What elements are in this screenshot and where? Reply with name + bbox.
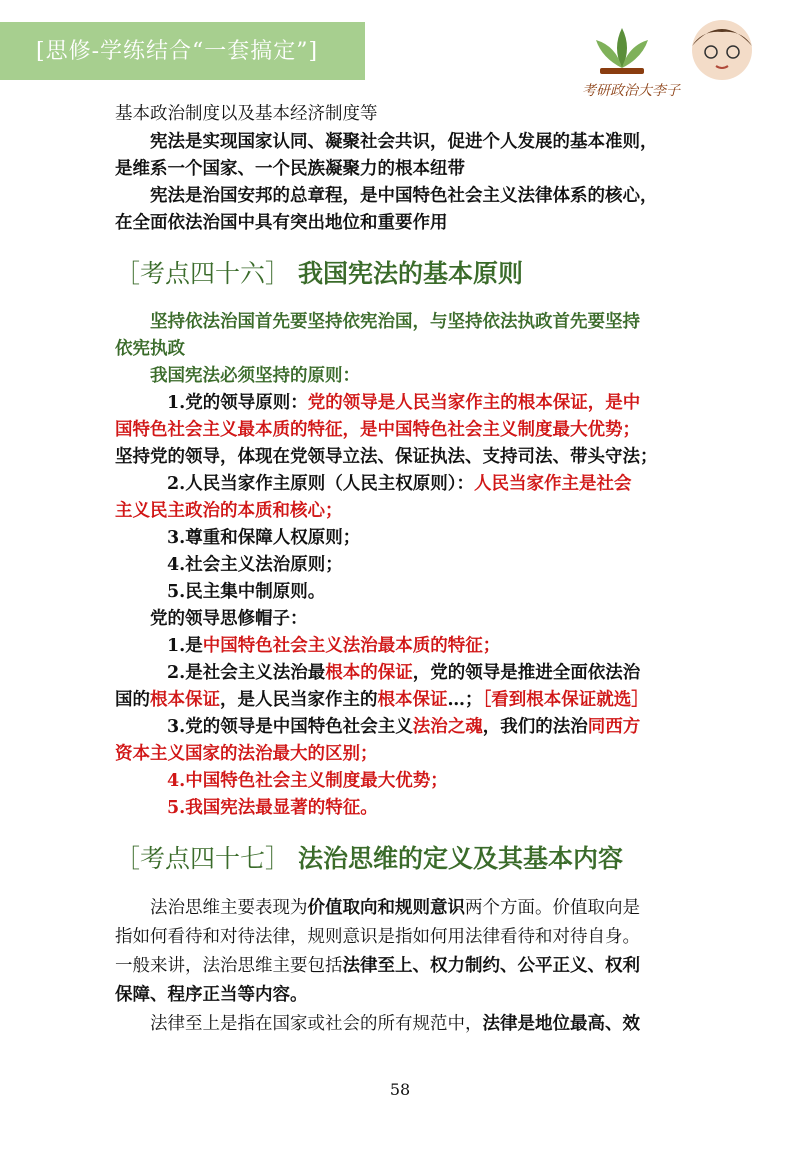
hat-3-prefix: 3.党的领导是中国特色社会主义 <box>167 717 413 737</box>
section-47-title: 法治思维的定义及其基本内容 <box>297 844 623 873</box>
hat-3-cont: 资本主义国家的法治最大的区别； <box>115 744 378 764</box>
section-46-tag: ［考点四十六］ <box>115 259 291 288</box>
para1-c: 两个方面。价值取向是 <box>465 898 640 918</box>
series-title: [思修-学练结合“一套搞定”] <box>36 39 319 64</box>
hat-2-end: …； <box>447 690 483 710</box>
para1-b: 价值取向和规则意识 <box>307 898 465 918</box>
section-46-heading <box>115 257 725 291</box>
principle-1-detail: 坚持党的领导，体现在党领导立法、保证执法、支持司法、带头守法； <box>115 447 658 467</box>
intro-line: 基本政治制度以及基本经济制度等 <box>115 104 378 124</box>
intro-para3-lead: 宪法是治国安邦的总章程，是中国特色社会主义法律体系的核心， <box>150 186 658 206</box>
hat-2-highlight-3: 根本保证 <box>377 690 448 710</box>
principle-4: 4.社会主义法治原则； <box>167 555 343 575</box>
section-47-para1 <box>115 894 725 923</box>
intro-paragraph-2-cont <box>115 156 725 183</box>
section-47-heading <box>115 842 725 876</box>
principles-intro: 我国宪法必须坚持的原则： <box>150 366 360 386</box>
principle-2-label: 2.人民当家作主原则（人民主权原则）： <box>167 474 475 494</box>
hat-2-line2-prefix: 国的 <box>115 690 150 710</box>
principle-2-cont: 主义民主政治的本质和核心； <box>115 501 343 521</box>
principle-1-highlight: 党的领导是人民当家作主的根本保证，是中 <box>307 393 641 413</box>
summary-tail: 依宪执政 <box>115 339 185 359</box>
hat-3-mid: ，我们的法治 <box>482 717 588 737</box>
hat-2-highlight-2: 根本保证 <box>150 690 220 710</box>
para1-line3-a: 一般来讲，法治思维主要包括 <box>115 956 343 976</box>
principle-2 <box>115 471 725 498</box>
principle-5: 5.民主集中制原则。 <box>167 582 326 602</box>
hat-1-highlight: 中国特色社会主义法治最本质的特征； <box>202 636 501 656</box>
brand-logo <box>582 18 772 108</box>
section-46-summary-cont <box>115 336 725 363</box>
page-content <box>115 100 725 1039</box>
hat-4: 4.中国特色社会主义制度最大优势； <box>167 771 448 791</box>
section-47-para1-line2: 指如何看待和对待法律，规则意识是指如何用法律看待和对待自身。 <box>115 927 640 947</box>
para1-line3-b: 法律至上、权力制约、公平正义、权利 <box>342 956 640 976</box>
hat-3-highlight-2: 同西方 <box>587 717 641 737</box>
intro-para2-tail: 是维系一个国家、一个民族凝聚力的根本纽带 <box>115 159 465 179</box>
hat-3-highlight-1: 法治之魂 <box>412 717 483 737</box>
section-47-para1-line4: 保障、程序正当等内容。 <box>115 985 308 1005</box>
brand-text: 考研政治大李子 <box>582 83 680 99</box>
hat-intro: 党的领导思修帽子： <box>150 609 308 629</box>
hat-2-highlight-1: 根本的保证 <box>325 663 413 683</box>
principle-1 <box>115 390 725 417</box>
hat-2-cont <box>115 687 725 714</box>
section-47-para2 <box>115 1010 725 1039</box>
intro-para3-tail: 在全面依法治国中具有突出地位和重要作用 <box>115 213 448 233</box>
section-47-para1-line3 <box>115 952 725 981</box>
principle-2-highlight: 人民当家作主是社会 <box>474 474 632 494</box>
hat-1-prefix: 1.是 <box>167 636 203 656</box>
hat-2-mid-2: ，是人民当家作主的 <box>220 690 378 710</box>
intro-paragraph-3 <box>115 183 725 210</box>
principle-3: 3.尊重和保障人权原则； <box>167 528 361 548</box>
section-46-summary <box>115 309 725 336</box>
hat-2-note: ［看到根本保证就选］ <box>482 690 649 710</box>
hat-2-mid: ，党的领导是推进全面依法治 <box>412 663 641 683</box>
principle-1-label: 1.党的领导原则： <box>167 393 308 413</box>
hat-1 <box>115 633 725 660</box>
page-number: 58 <box>389 1080 411 1099</box>
para1-a: 法治思维主要表现为 <box>150 898 308 918</box>
summary-lead: 坚持依法治国首先要坚持依宪治国，与坚持依法执政首先要坚持 <box>150 312 640 332</box>
section-46-title: 我国宪法的基本原则 <box>297 259 523 288</box>
brand-emblem-icon <box>582 18 772 80</box>
para2-b: 法律是地位最高、效 <box>482 1014 640 1034</box>
hat-2 <box>115 660 725 687</box>
intro-paragraph-3-cont <box>115 210 725 237</box>
intro-paragraph-2 <box>115 129 725 156</box>
intro-para2-lead: 宪法是实现国家认同、凝聚社会共识，促进个人发展的基本准则， <box>150 132 658 152</box>
hat-2-prefix: 2.是社会主义法治最 <box>167 663 326 683</box>
para2-a: 法律至上是指在国家或社会的所有规范中， <box>150 1014 483 1034</box>
section-47-tag: ［考点四十七］ <box>115 844 291 873</box>
header-banner <box>0 22 365 80</box>
principle-1-cont: 国特色社会主义最本质的特征，是中国特色社会主义制度最大优势； <box>115 420 640 440</box>
hat-5: 5.我国宪法最显著的特征。 <box>167 798 378 818</box>
hat-3 <box>115 714 725 741</box>
